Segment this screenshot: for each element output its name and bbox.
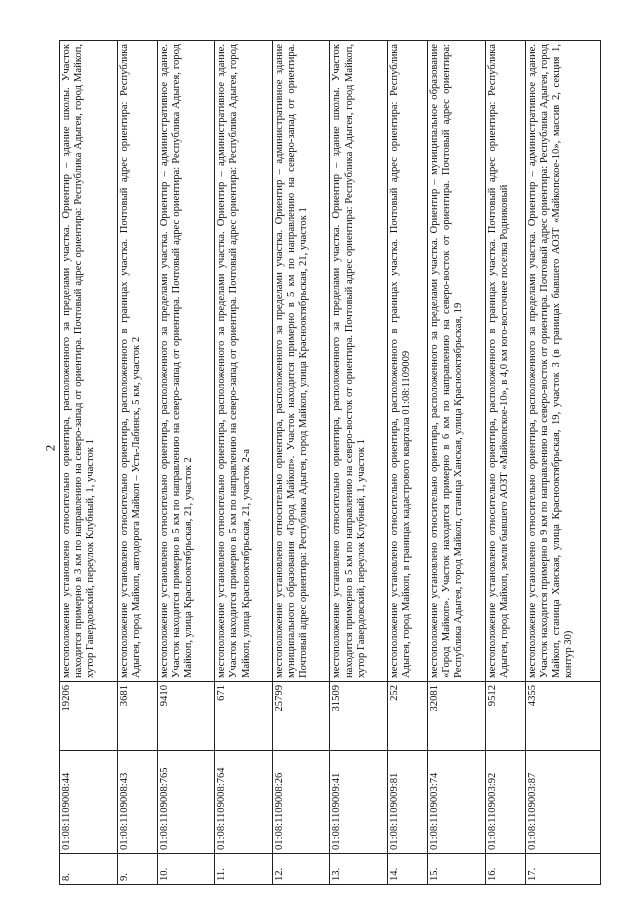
row-number: 17.: [525, 854, 600, 885]
page-number: 2: [42, 444, 58, 452]
table-row: [272, 41, 330, 885]
area-value: 25799: [272, 682, 330, 751]
location-description: местоположение установлено относительно ориентира, расположенного в границах участка. Почтовый адрес ориентира: Республика Адыгея, город Майкоп, в границах кадастрового квартала 01:08:1109009: [388, 41, 428, 682]
location-description: местоположение установлено относительно ориентира, расположенного за пределами участка. Ориентир – административное здание муниципального образования «Город Майкоп». Участок находится примерно в 5 км по направлению на северо-запад от ориентира. Почтовый адрес ориентира: Республика Адыгея, город Майкоп, улица Краснооктябрьская, 21, участок 1: [272, 41, 330, 682]
row-number: 10.: [157, 854, 215, 885]
table-row: [427, 41, 485, 885]
area-value: 19206: [60, 682, 118, 751]
location-description: местоположение установлено относительно ориентира, расположенного за пределами участка. Ориентир – административное здание. Участок находится примерно в 5 км по направлению на северо-запад от ориентира. Почтовый адрес ориентира: Республика Адыгея, город Майкоп, улица Краснооктябрьская, 21, участок 2-а: [215, 41, 273, 682]
row-number: 16.: [485, 854, 525, 885]
cadastral-number: 01:08:1109003:92: [485, 751, 525, 854]
cadastral-number: 01:08:1109008:765: [157, 751, 215, 854]
area-value: 9512: [485, 682, 525, 751]
cadastral-number: 01:08:1109008:764: [215, 751, 273, 854]
table-row: [388, 41, 428, 885]
area-value: 4355: [525, 682, 600, 751]
table-row: [117, 41, 157, 885]
table-row: [215, 41, 273, 885]
row-number: 12.: [272, 854, 330, 885]
location-description: местоположение установлено относительно ориентира, расположенного за пределами участка. Ориентир – муниципальное образование «Город Майкоп». Участок находится примерно в 6 км по направлению на северо-восток от ориентира. Почтовый адрес ориентира: Республика Адыгея, город Майкоп, станица Ханская, улица Краснооктябрьская, 19: [427, 41, 485, 682]
land-plots-table: [59, 40, 601, 885]
location-description: местоположение установлено относительно ориентира, расположенного за пределами участка. Ориентир – здание школы. Участок находится примерно в 5 км по направлению на северо-восток от ориентира. Почтовый адрес ориентира: Республика Адыгея, город Майкоп, хутор Гавердовский, переулок Клубный, 1, участок 1: [330, 41, 388, 682]
cadastral-number: 01:08:1109003:87: [525, 751, 600, 854]
area-value: 671: [215, 682, 273, 751]
row-number: 11.: [215, 854, 273, 885]
land-plots-table-container: [59, 40, 601, 885]
area-value: 9410: [157, 682, 215, 751]
row-number: 8.: [60, 854, 118, 885]
row-number: 13.: [330, 854, 388, 885]
cadastral-number: 01:08:1109008:26: [272, 751, 330, 854]
cadastral-number: 01:08:1109008:44: [60, 751, 118, 854]
location-description: местоположение установлено относительно ориентира, расположенного в границах участка. Почтовый адрес ориентира: Республика Адыгея, город Майкоп, земли бывшего АОЗТ «Майкопское-10», в 4,0 км юго-восточнее поселка Родниковый: [485, 41, 525, 682]
cadastral-number: 01:08:1109009:81: [388, 751, 428, 854]
table-row: [330, 41, 388, 885]
table-row: [60, 41, 118, 885]
table-body: [60, 41, 601, 885]
location-description: местоположение установлено относительно ориентира, расположенного за пределами участка. Ориентир – административное здание. Участок находится примерно в 5 км по направлению на северо-запад от ориентира. Почтовый адрес ориентира: Республика Адыгея, город Майкоп, улица Краснооктябрьская, 21, участок 2: [157, 41, 215, 682]
table-row: [485, 41, 525, 885]
area-value: 3681: [117, 682, 157, 751]
row-number: 9.: [117, 854, 157, 885]
cadastral-number: 01:08:1109008:43: [117, 751, 157, 854]
area-value: 252: [388, 682, 428, 751]
row-number: 14.: [388, 854, 428, 885]
table-row: [525, 41, 600, 885]
location-description: местоположение установлено относительно ориентира, расположенного в границах участка. Почтовый адрес ориентира: Республика Адыгея, город Майкоп, автодорога Майкоп – Усть-Лабинск, 5 км, участок 2: [117, 41, 157, 682]
location-description: местоположение установлено относительно ориентира, расположенного за пределами участка. Ориентир – здание школы. Участок находится примерно в 3 км по направлению на северо-запад от ориентира. Почтовый адрес ориентира: Республика Адыгея, город Майкоп, хутор Гавердовский, переулок Клубный, 1, участок 1: [60, 41, 118, 682]
area-value: 32081: [427, 682, 485, 751]
table-row: [157, 41, 215, 885]
cadastral-number: 01:08:1109003:74: [427, 751, 485, 854]
location-description: местоположение установлено относительно ориентира, расположенного за пределами участка. Ориентир – административное здание. Участок находится примерно в 9 км по направлению на северо-восток от ориентира. Почтовый адрес ориентира: Республика Адыгея, город Майкоп, станица Ханская, улица Краснооктябрьская, 19, участок 3 (в границах бывшего АОЗТ «Майкопское-10», массив 2, секция 1, контур 30): [525, 41, 600, 682]
cadastral-number: 01:08:1109009:41: [330, 751, 388, 854]
row-number: 15.: [427, 854, 485, 885]
area-value: 31509: [330, 682, 388, 751]
